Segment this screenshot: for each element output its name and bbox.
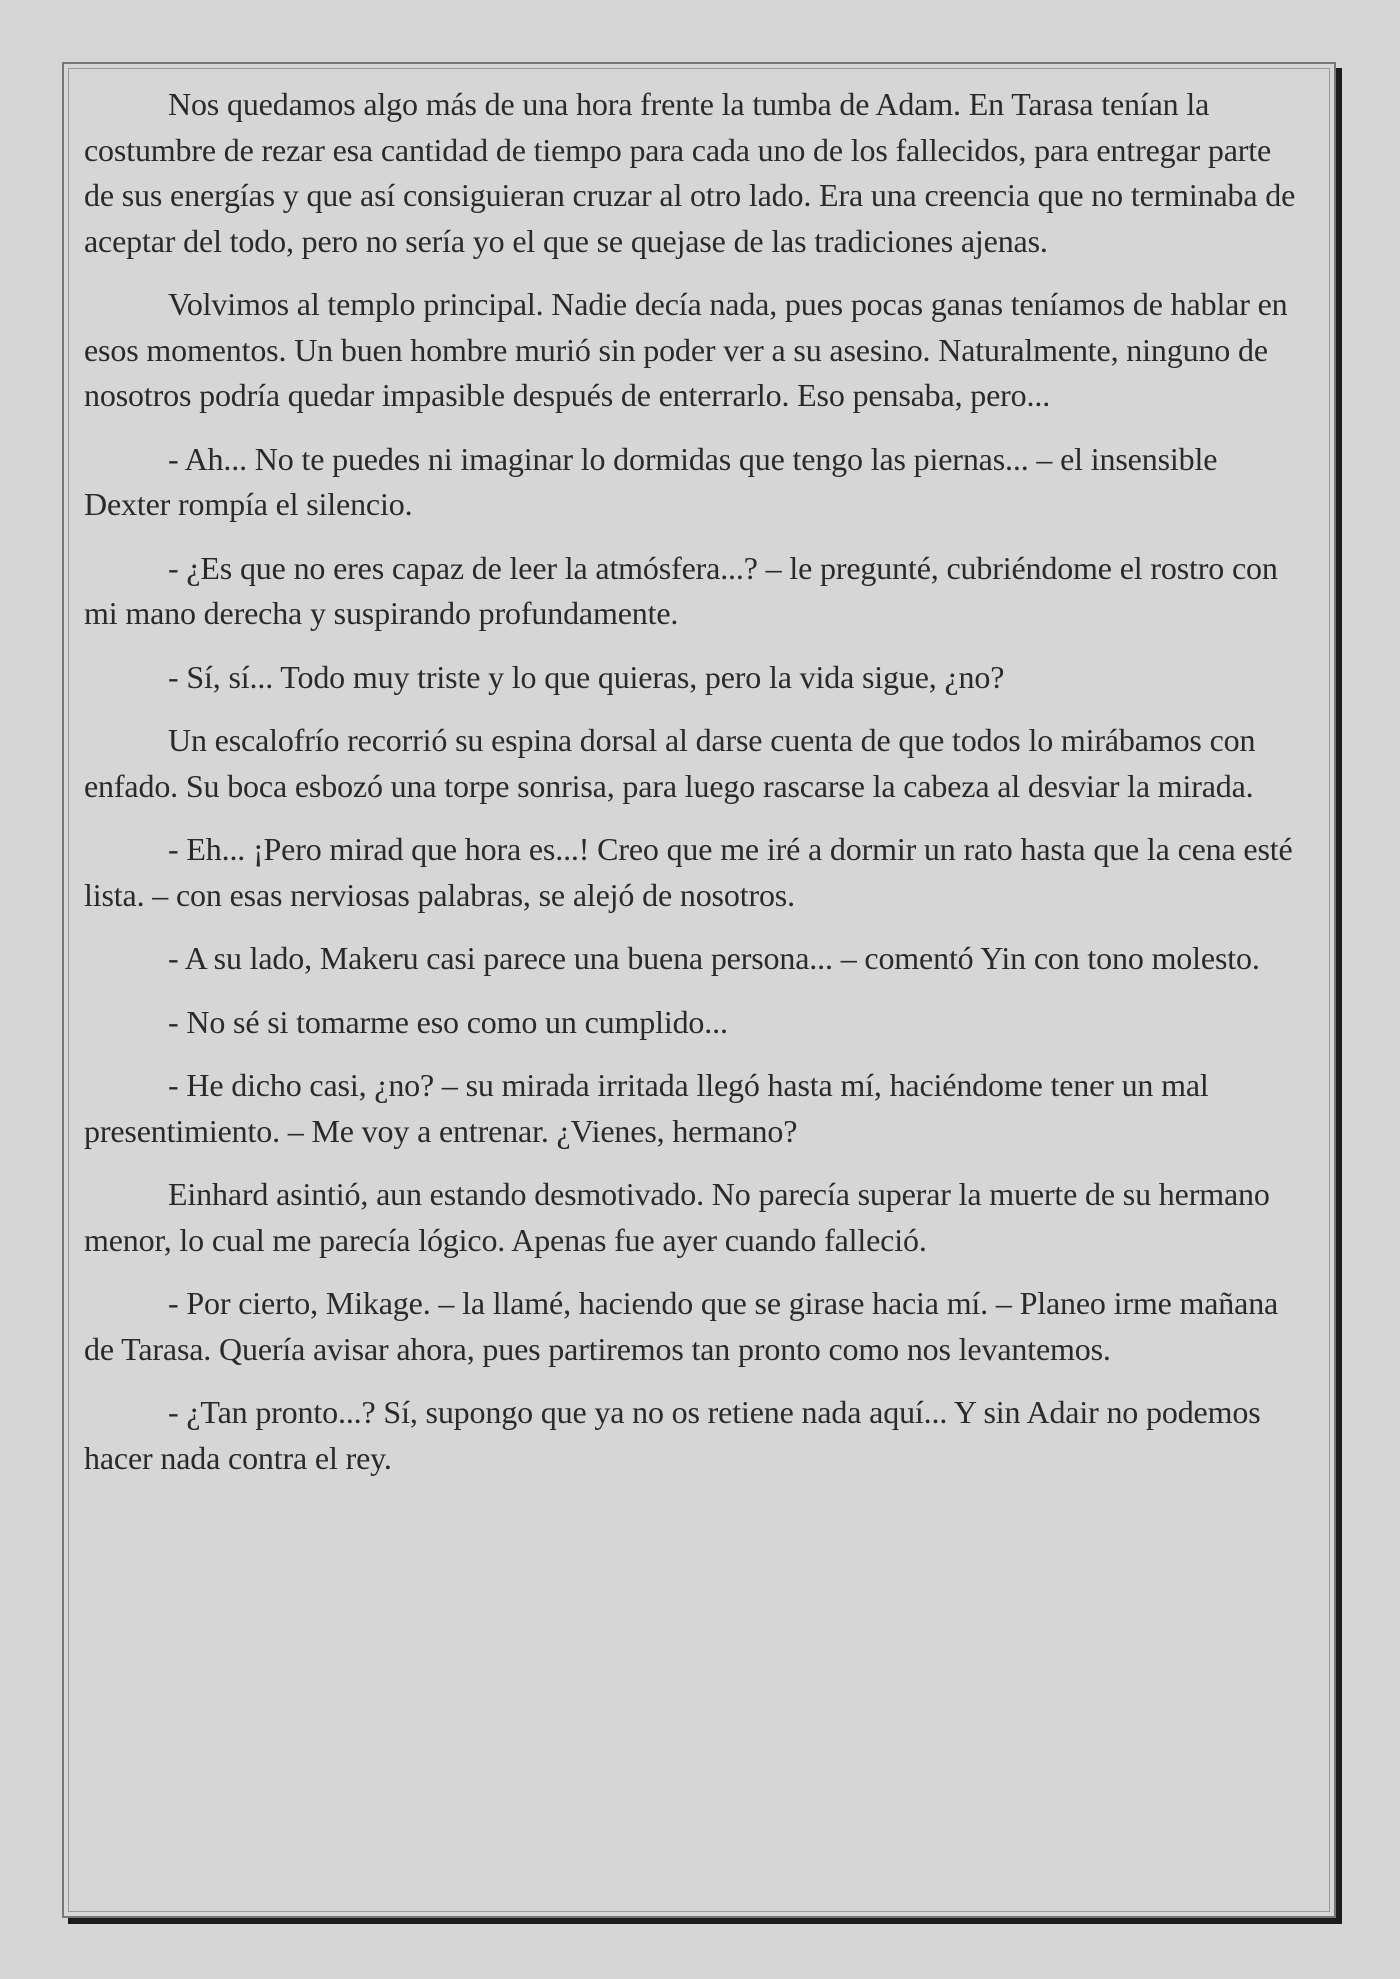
paragraph-5: - Sí, sí... Todo muy triste y lo que quieras, pero la vida sigue, ¿no? xyxy=(168,658,1005,695)
document-body xyxy=(84,82,1306,1499)
paragraph-10: - He dicho casi, ¿no? – su mirada irritada llegó hasta mí, haciéndome tener un mal presentimiento. – Me voy a entrenar. ¿Vienes, hermano? xyxy=(84,1067,1209,1149)
paragraph-1: Nos quedamos algo más de una hora frente la tumba de Adam. En Tarasa tenían la costumbre de rezar esa cantidad de tiempo para cada uno de los fallecidos, para entregar parte de sus energías y que así consiguieran cruzar al otro lado. Era una creencia que no terminaba de aceptar del todo, pero no sería yo el que se quejase de las tradiciones ajenas. xyxy=(84,86,1296,259)
paragraph-6: Un escalofrío recorrió su espina dorsal al darse cuenta de que todos lo mirábamos con enfado. Su boca esbozó una torpe sonrisa, para luego rascarse la cabeza al desviar la mirada. xyxy=(84,722,1256,804)
paragraph-7: - Eh... ¡Pero mirad que hora es...! Creo que me iré a dormir un rato hasta que la cena esté lista. – con esas nerviosas palabras, se alejó de nosotros. xyxy=(84,831,1293,913)
paragraph-4: - ¿Es que no eres capaz de leer la atmósfera...? – le pregunté, cubriéndome el rostro con mi mano derecha y suspirando profundamente. xyxy=(84,549,1278,631)
paragraph-3: - Ah... No te puedes ni imaginar lo dormidas que tengo las piernas... – el insensible Dexter rompía el silencio. xyxy=(84,440,1218,522)
paragraph-8: - A su lado, Makeru casi parece una buena persona... – comentó Yin con tono molesto. xyxy=(168,940,1260,976)
paragraph-13: - ¿Tan pronto...? Sí, supongo que ya no os retiene nada aquí... Y sin Adair no podemos hacer nada contra el rey. xyxy=(84,1394,1261,1476)
paragraph-9: - No sé si tomarme eso como un cumplido... xyxy=(168,1003,728,1040)
paragraph-11: Einhard asintió, aun estando desmotivado. No parecía superar la muerte de su hermano menor, lo cual me parecía lógico. Apenas fue ayer cuando falleció. xyxy=(84,1176,1270,1258)
paragraph-12: - Por cierto, Mikage. – la llamé, haciendo que se girase hacia mí. – Planeo irme mañana de Tarasa. Quería avisar ahora, pues partiremos tan pronto como nos levantemos. xyxy=(84,1285,1279,1367)
paragraph-2: Volvimos al templo principal. Nadie decía nada, pues pocas ganas teníamos de hablar en esos momentos. Un buen hombre murió sin poder ver a su asesino. Naturalmente, ninguno de nosotros podría quedar impasible después de enterrarlo. Eso pensaba, pero... xyxy=(84,286,1288,413)
